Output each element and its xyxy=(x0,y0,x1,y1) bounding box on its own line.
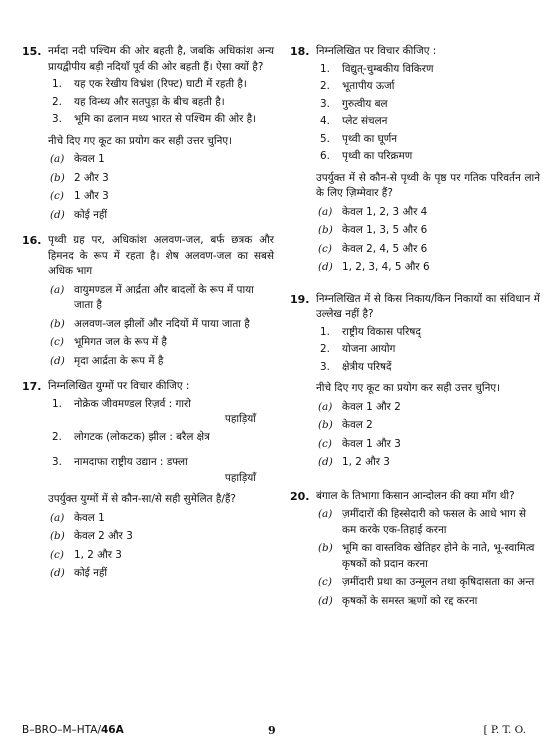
statement: 3. क्षेत्रीय परिषदें xyxy=(320,360,392,373)
statement: 2. भूतापीय ऊर्जा xyxy=(320,80,395,92)
option-c[interactable]: (c) केवल 1 और 3 xyxy=(318,437,401,450)
question-stem: निम्नलिखित में से किस निकाय/किन निकायों का संविधान में उल्लेख नहीं है? xyxy=(316,292,540,320)
question-16 xyxy=(22,233,274,369)
option-a[interactable]: (a) केवल 1 xyxy=(50,511,105,524)
statement: 5. पृथ्वी का घूर्णन xyxy=(320,132,398,145)
left-column xyxy=(22,44,274,592)
option-d[interactable]: (d) कोई नहीं xyxy=(50,567,108,579)
option-b[interactable]: (b) केवल 2 और 3 xyxy=(50,530,133,542)
option-c[interactable]: (c) भूमिगत जल के रूप में है xyxy=(50,336,167,348)
question-number: 20. xyxy=(290,489,310,503)
statement: 4. प्लेट संचलन xyxy=(320,115,388,127)
right-column xyxy=(290,44,540,619)
instruction: नीचे दिए गए कूट का प्रयोग कर सही उत्तर चुनिए। xyxy=(48,134,233,147)
option-b[interactable]: (b) केवल 1, 3, 5 और 6 xyxy=(318,224,428,236)
question-stem: बंगाल के तिभागा किसान आन्दोलन की क्या माँग थी? xyxy=(316,489,515,502)
option-c[interactable]: (c) 1, 2 और 3 xyxy=(50,548,122,561)
pair: 2. लोगटक (लोकटक) झील : बरैल क्षेत्र xyxy=(52,430,210,443)
statement: 6. पृथ्वी का परिक्रमण xyxy=(320,150,413,162)
statement: 2. योजना आयोग xyxy=(320,343,396,355)
statement: 1. यह एक रेखीय विभ्रंश (रिफ्ट) घाटी में रहती है। xyxy=(52,78,247,90)
option-b[interactable]: (b) 2 और 3 xyxy=(50,171,109,184)
question-stem: नर्मदा नदी पश्चिम की ओर बहती है, जबकि अधिकांश अन्य प्रायद्वीपीय बड़ी नदियाँ पूर्व की ओर बहती हैं। ऐसा क्यों है? xyxy=(48,45,274,73)
option-b[interactable]: (b) भूमि का वास्तविक खेतिहर होने के नाते, भू-स्वामित्व कृषकों को प्रदान करना xyxy=(318,542,535,570)
option-d[interactable]: (d) कृषकों के समस्त ऋणों को रद्द करना xyxy=(318,594,478,607)
option-d[interactable]: (d) 1, 2 और 3 xyxy=(318,456,390,468)
option-b[interactable]: (b) अलवण-जल झीलों और नदियों में पाया जाता है xyxy=(50,317,250,330)
question-18 xyxy=(290,44,540,276)
question-number: 17. xyxy=(22,380,42,393)
instruction: उपर्युक्त युग्मों में से कौन-सा/से सही सुमेलित है/हैं? xyxy=(48,493,236,505)
instruction: उपर्युक्त में से कौन-से पृथ्वी के पृष्ठ पर गतिक परिवर्तन लाने के लिए ज़िम्मेवार हैं? xyxy=(316,171,540,199)
option-a[interactable]: (a) केवल 1, 2, 3 और 4 xyxy=(318,205,428,218)
question-number: 18. xyxy=(290,45,310,58)
question-number: 16. xyxy=(22,234,42,247)
question-20 xyxy=(290,489,540,610)
option-a[interactable]: (a) ज़मींदारों की हिस्सेदारी को फसल के आधे भाग से कम करके एक-तिहाई करना xyxy=(318,508,526,536)
statement: 1. राष्ट्रीय विकास परिषद् xyxy=(320,325,421,338)
instruction: नीचे दिए गए कूट का प्रयोग कर सही उत्तर चुनिए। xyxy=(316,382,501,394)
option-d[interactable]: (d) मृदा आर्द्रता के रूप में है xyxy=(50,354,164,367)
option-b[interactable]: (b) केवल 2 xyxy=(318,419,373,431)
option-a[interactable]: (a) केवल 1 xyxy=(50,153,105,165)
option-a[interactable]: (a) वायुमण्डल में आर्द्रता और बादलों के रूप में पाया जाता है xyxy=(50,283,254,311)
booklet-code: B–BRO–M–HTA/46A xyxy=(22,724,124,736)
question-stem: निम्नलिखित पर विचार कीजिए : xyxy=(316,45,437,57)
statement: 3. भूमि का ढलान मध्य भारत से पश्चिम की ओर है। xyxy=(52,113,257,125)
option-c[interactable]: (c) ज़मींदारी प्रथा का उन्मूलन तथा कृषिदासता का अन्त xyxy=(318,576,535,588)
option-c[interactable]: (c) 1 और 3 xyxy=(50,190,109,202)
pair: 3. नामदाफा राष्ट्रीय उद्यान : डफ्ला पहाड़ियाँ xyxy=(52,456,256,484)
statement: 1. विद्युत्-चुम्बकीय विकिरण xyxy=(320,62,434,75)
question-17 xyxy=(22,379,274,582)
option-a[interactable]: (a) केवल 1 और 2 xyxy=(318,400,401,413)
question-19 xyxy=(290,292,540,471)
statement: 3. गुरुत्वीय बल xyxy=(320,97,388,110)
pto-label: [ P. T. O. xyxy=(483,724,526,736)
option-d[interactable]: (d) कोई नहीं xyxy=(50,208,108,221)
question-number: 19. xyxy=(290,292,310,306)
option-c[interactable]: (c) केवल 2, 4, 5 और 6 xyxy=(318,242,428,255)
statement: 2. यह विन्ध्य और सतपुड़ा के बीच बहती है। xyxy=(52,95,225,108)
question-number: 15. xyxy=(22,45,42,58)
question-15 xyxy=(22,44,274,223)
option-d[interactable]: (d) 1, 2, 3, 4, 5 और 6 xyxy=(318,261,430,273)
question-stem: पृथ्वी ग्रह पर, अधिकांश अलवण-जल, बर्फ छत्रक और हिमनद के रूप में रहता है। शेष अलवण-जल का सबसे अधिक भाग xyxy=(48,234,274,277)
pair: 1. नोक्रेक जीवमण्डल रिज़र्व : गारो पहाड़ियाँ xyxy=(52,397,256,425)
question-stem: निम्नलिखित युग्मों पर विचार कीजिए : xyxy=(48,380,190,392)
page-number: 9 xyxy=(268,724,276,737)
